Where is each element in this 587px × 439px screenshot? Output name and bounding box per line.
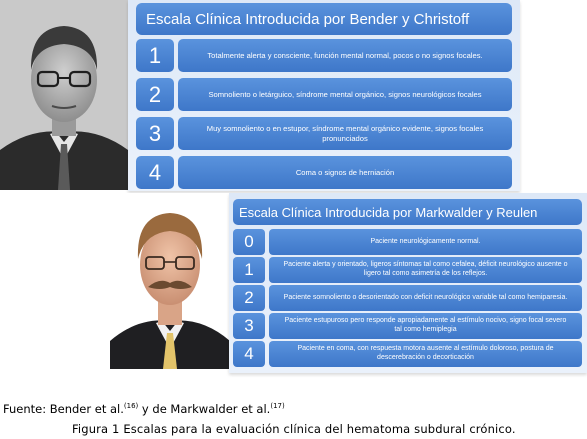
markwalder-scale-grade: 1 <box>233 257 265 283</box>
markwalder-scale-grade: 2 <box>233 285 265 311</box>
source-middle: y de Markwalder et al. <box>138 402 271 416</box>
bender-scale-row <box>136 117 512 150</box>
markwalder-scale-row <box>233 341 582 367</box>
reference-16: (16) <box>123 402 139 410</box>
markwalder-scale-grade: 4 <box>233 341 265 367</box>
bender-scale-description: Coma o signos de herniación <box>178 156 512 189</box>
markwalder-scale-description: Paciente estupuroso pero responde apropiadamente al estímulo nocivo, signo focal severo tal como hemiplegia <box>269 313 582 339</box>
markwalder-scale-grade: 0 <box>233 229 265 255</box>
source-caption <box>3 402 285 416</box>
markwalder-scale-description: Paciente somnoliento o desorientado con deficit neurológico variable tal como hemiparesia. <box>269 285 582 311</box>
bender-scale-row <box>136 39 512 72</box>
markwalder-scale-title: Escala Clínica Introducida por Markwalder y Reulen <box>233 199 582 225</box>
markwalder-scale-row <box>233 285 582 311</box>
portrait-markwalder-photo <box>110 193 230 369</box>
bender-scale-grade: 2 <box>136 78 174 111</box>
markwalder-scale-row <box>233 313 582 339</box>
bender-scale-row <box>136 78 512 111</box>
bender-scale-grade: 1 <box>136 39 174 72</box>
bender-scale-row <box>136 156 512 189</box>
portrait-bender-illustration <box>0 0 128 190</box>
markwalder-scale-description: Paciente en coma, con respuesta motora ausente al estímulo doloroso, postura de descerebración o decorticación <box>269 341 582 367</box>
bender-scale-grade: 4 <box>136 156 174 189</box>
bender-scale-description: Totalmente alerta y consciente, función mental normal, pocos o no signos focales. <box>178 39 512 72</box>
bender-scale-title: Escala Clínica Introducida por Bender y Christoff <box>136 3 512 35</box>
markwalder-reulen-scale-panel <box>229 193 587 373</box>
reference-17: (17) <box>270 402 285 410</box>
markwalder-scale-description: Paciente alerta y orientado, ligeros síntomas tal como cefalea, déficit neurológico ausente o ligero tal como asimetría de los reflejos. <box>269 257 582 283</box>
markwalder-scale-grade: 3 <box>233 313 265 339</box>
portrait-bender-photo <box>0 0 128 190</box>
bender-christoff-scale-panel <box>128 0 520 191</box>
markwalder-scale-description: Paciente neurológicamente normal. <box>269 229 582 255</box>
markwalder-scale-row <box>233 229 582 255</box>
markwalder-scale-row <box>233 257 582 283</box>
bender-scale-description: Somnoliento o letárguico, síndrome mental orgánico, signos neurológicos focales <box>178 78 512 111</box>
bender-scale-description: Muy somnoliento o en estupor, síndrome mental orgánico evidente, signos focales pronunciados <box>178 117 512 150</box>
portrait-markwalder-illustration <box>110 193 230 369</box>
source-prefix: Fuente: Bender et al. <box>3 402 124 416</box>
bender-scale-grade: 3 <box>136 117 174 150</box>
figure-caption: Figura 1 Escalas para la evaluación clínica del hematoma subdural crónico. <box>72 422 516 436</box>
